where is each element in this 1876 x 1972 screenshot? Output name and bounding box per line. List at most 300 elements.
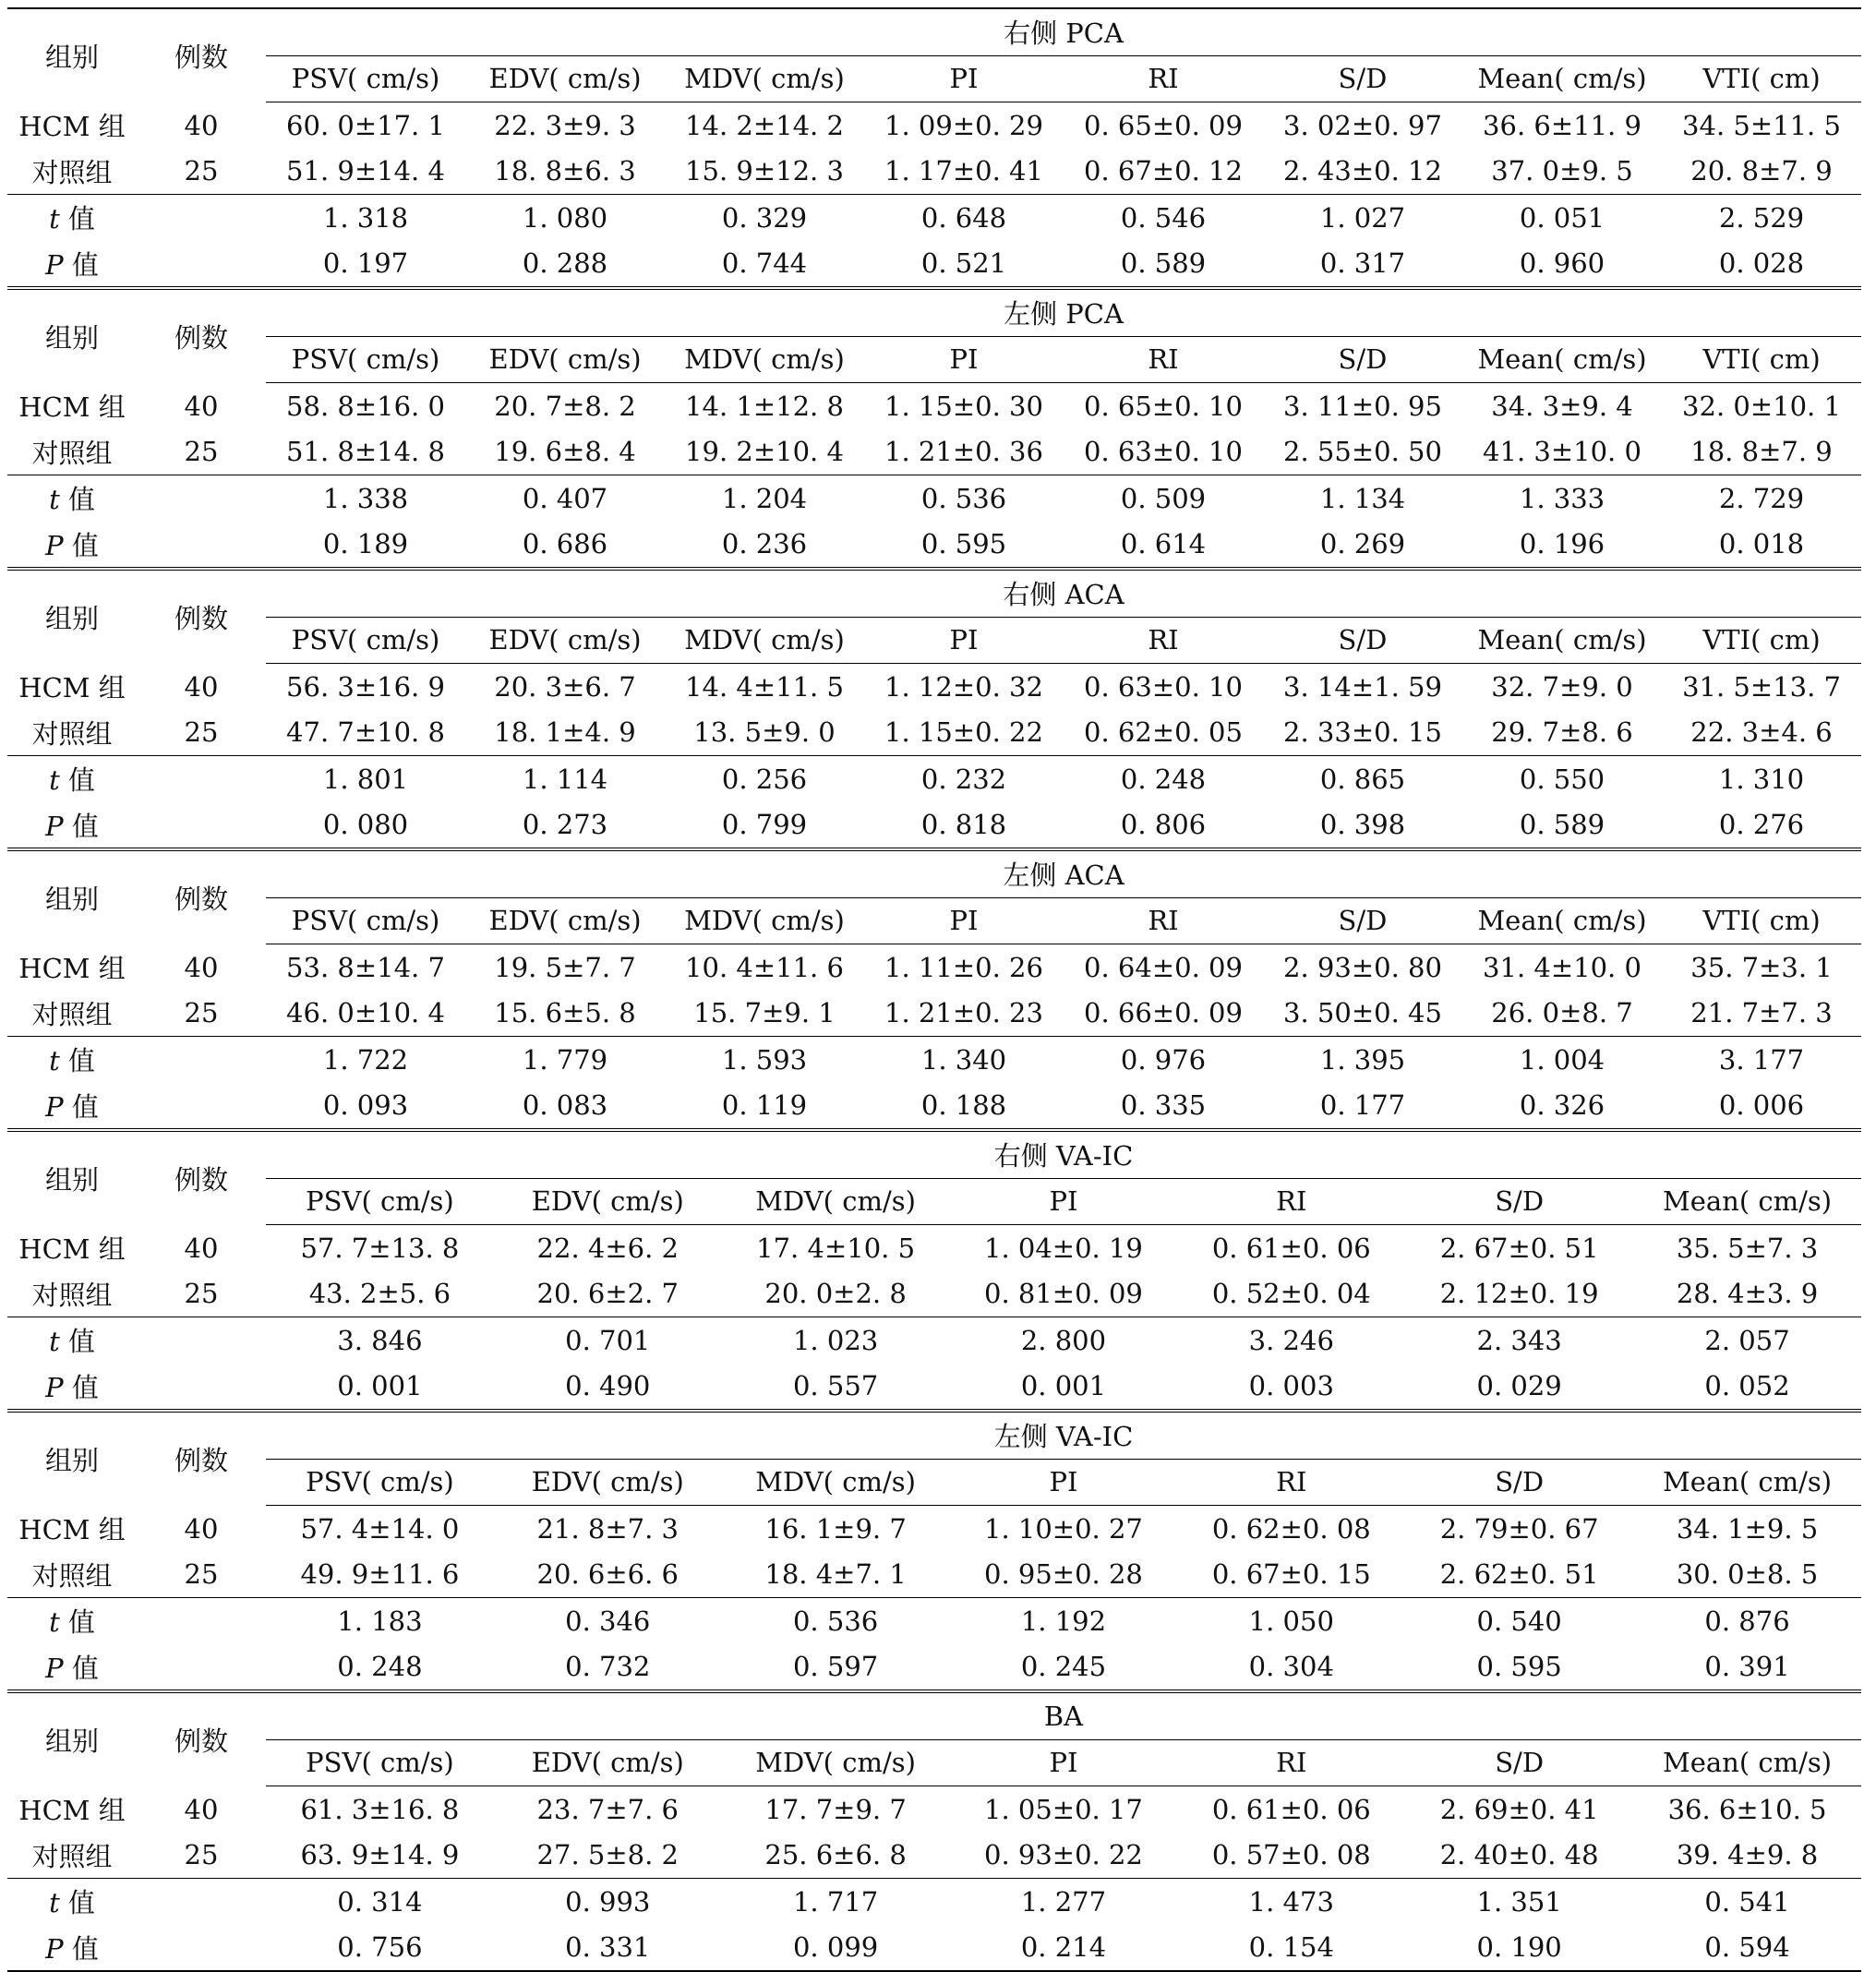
stat-empty — [137, 241, 266, 287]
stat-value: 0. 028 — [1718, 247, 1805, 280]
stat-value: 0. 865 — [1263, 756, 1462, 802]
measure-header-row — [7, 897, 1861, 944]
stat-row — [7, 1317, 1861, 1364]
region-title: 左侧 PCA — [266, 288, 1861, 336]
value-cell: 0. 62±0. 08 — [1211, 1512, 1371, 1545]
stat-value: 0. 197 — [322, 247, 409, 280]
measure-header: S/D — [1263, 55, 1462, 102]
stat-suffix: 值 — [59, 1606, 95, 1639]
value-cell: 39. 4±9. 8 — [1676, 1839, 1819, 1871]
stat-label — [7, 195, 137, 241]
value-cell: 20. 3±6. 7 — [494, 670, 636, 703]
stat-symbol: t — [49, 203, 60, 235]
stat-suffix: 值 — [59, 203, 95, 235]
data-table — [7, 1409, 1861, 1689]
stat-suffix: 值 — [63, 1371, 99, 1403]
stat-empty — [137, 1317, 266, 1364]
stat-value: 2. 729 — [1662, 475, 1861, 522]
value-cell: 16. 1±9. 7 — [764, 1512, 907, 1545]
stat-value: 0. 006 — [1718, 1089, 1805, 1122]
value-cell: 53. 8±14. 7 — [286, 951, 445, 983]
value-cell: 2. 55±0. 50 — [1283, 436, 1442, 468]
measure-header: RI — [1177, 1739, 1405, 1786]
data-table — [7, 1689, 1861, 1972]
stat-row — [7, 1598, 1861, 1644]
stat-value: 1. 318 — [266, 195, 465, 241]
sample-count: 25 — [184, 1278, 219, 1310]
value-cell: 0. 65±0. 09 — [1084, 109, 1243, 141]
stat-empty — [137, 756, 266, 802]
table-row — [7, 1833, 1861, 1879]
stat-row — [7, 1364, 1861, 1410]
value-cell: 63. 9±14. 9 — [300, 1839, 460, 1871]
value-cell: 3. 11±0. 95 — [1283, 390, 1442, 422]
table-block — [7, 567, 1861, 848]
value-cell: 18. 1±4. 9 — [494, 716, 636, 749]
value-cell: 37. 0±9. 5 — [1491, 155, 1633, 187]
value-cell: 1. 11±0. 26 — [884, 951, 1043, 983]
value-cell: 0. 52±0. 04 — [1211, 1278, 1371, 1310]
measure-header-row — [7, 336, 1861, 383]
measure-header: EDV( cm/s) — [465, 336, 665, 383]
sample-count: 25 — [184, 1558, 219, 1591]
value-cell: 3. 14±1. 59 — [1283, 670, 1442, 703]
stat-value: 1. 204 — [665, 475, 864, 522]
table-row — [7, 1506, 1861, 1552]
stat-value: 1. 333 — [1462, 475, 1662, 522]
stat-row — [7, 1037, 1861, 1083]
sample-count: 25 — [184, 436, 219, 468]
value-cell: 14. 1±12. 8 — [685, 390, 844, 422]
value-cell: 46. 0±10. 4 — [286, 997, 445, 1029]
value-cell: 25. 6±6. 8 — [764, 1839, 907, 1871]
table-row — [7, 1786, 1861, 1833]
measure-header-row — [7, 1739, 1861, 1786]
group-label: 对照组 — [31, 998, 113, 1030]
group-label: HCM 组 — [18, 953, 126, 984]
stat-symbol: P — [45, 1090, 64, 1123]
stat-label — [7, 1083, 137, 1129]
value-cell: 60. 0±17. 1 — [286, 109, 445, 141]
stat-suffix: 值 — [63, 1090, 99, 1123]
stat-row — [7, 1879, 1861, 1925]
measure-header: Mean( cm/s) — [1633, 1459, 1861, 1506]
table-row — [7, 991, 1861, 1037]
stat-value: 1. 004 — [1462, 1037, 1662, 1083]
stat-value: 1. 134 — [1263, 475, 1462, 522]
stat-empty — [137, 195, 266, 241]
sample-count: 25 — [184, 155, 219, 187]
value-cell: 0. 57±0. 08 — [1211, 1839, 1371, 1871]
region-title: 右侧 VA-IC — [266, 1130, 1861, 1178]
stat-value: 0. 407 — [465, 475, 665, 522]
value-cell: 56. 3±16. 9 — [286, 670, 445, 703]
stat-value: 1. 027 — [1263, 195, 1462, 241]
value-cell: 13. 5±9. 0 — [693, 716, 836, 749]
measure-header: MDV( cm/s) — [665, 617, 864, 664]
measure-header: Mean( cm/s) — [1462, 897, 1662, 944]
measure-header: MDV( cm/s) — [665, 336, 864, 383]
header-row — [7, 1411, 1861, 1459]
col-header-n: 例数 — [174, 883, 228, 915]
sample-count: 40 — [184, 670, 219, 703]
stat-value: 0. 326 — [1519, 1089, 1605, 1122]
value-cell: 0. 81±0. 09 — [984, 1278, 1143, 1310]
stat-suffix: 值 — [59, 764, 95, 797]
stat-value: 1. 351 — [1405, 1879, 1633, 1925]
stat-value: 0. 099 — [792, 1931, 879, 1964]
measure-header: S/D — [1405, 1178, 1633, 1225]
data-table — [7, 848, 1861, 1128]
table-row — [7, 1225, 1861, 1271]
table-row — [7, 102, 1861, 149]
stat-row — [7, 1925, 1861, 1972]
stat-suffix: 值 — [59, 1326, 95, 1358]
value-cell: 57. 7±13. 8 — [300, 1232, 460, 1264]
value-cell: 18. 8±6. 3 — [494, 155, 636, 187]
header-row — [7, 1691, 1861, 1739]
stat-value: 0. 521 — [920, 247, 1007, 280]
value-cell: 2. 62±0. 51 — [1439, 1558, 1599, 1591]
group-label: HCM 组 — [18, 111, 126, 142]
measure-header: PSV( cm/s) — [266, 1459, 494, 1506]
measure-header: EDV( cm/s) — [465, 55, 665, 102]
col-header-group: 组别 — [44, 1163, 99, 1196]
region-title: 右侧 PCA — [266, 8, 1861, 55]
value-cell: 15. 6±5. 8 — [494, 997, 636, 1029]
stat-value: 0. 029 — [1476, 1370, 1562, 1402]
stat-value: 0. 541 — [1633, 1879, 1861, 1925]
stat-value: 0. 818 — [920, 809, 1007, 841]
value-cell: 21. 8±7. 3 — [536, 1512, 679, 1545]
stat-empty — [137, 1879, 266, 1925]
stat-value: 0. 597 — [792, 1651, 879, 1683]
stat-empty — [137, 802, 266, 848]
stat-row — [7, 241, 1861, 287]
results-table — [7, 7, 1861, 1972]
stat-value: 3. 177 — [1662, 1037, 1861, 1083]
stat-value: 1. 080 — [465, 195, 665, 241]
value-cell: 2. 12±0. 19 — [1439, 1278, 1599, 1310]
stat-value: 0. 314 — [266, 1879, 494, 1925]
col-header-group: 组别 — [44, 41, 99, 73]
stat-suffix: 值 — [59, 1887, 95, 1919]
measure-header: MDV( cm/s) — [722, 1178, 950, 1225]
measure-header: PI — [950, 1739, 1178, 1786]
measure-header: EDV( cm/s) — [465, 897, 665, 944]
measure-header: MDV( cm/s) — [665, 897, 864, 944]
stat-row — [7, 195, 1861, 241]
measure-header: EDV( cm/s) — [494, 1178, 722, 1225]
stat-value: 0. 329 — [665, 195, 864, 241]
value-cell: 2. 40±0. 48 — [1439, 1839, 1599, 1871]
value-cell: 41. 3±10. 0 — [1483, 436, 1642, 468]
group-label: 对照组 — [31, 156, 113, 188]
stat-row — [7, 475, 1861, 522]
value-cell: 43. 2±5. 6 — [308, 1278, 451, 1310]
stat-value: 0. 232 — [864, 756, 1064, 802]
group-label: 对照组 — [31, 1559, 113, 1592]
measure-header: S/D — [1263, 617, 1462, 664]
data-table — [7, 7, 1861, 286]
stat-value: 0. 093 — [322, 1089, 409, 1122]
data-table — [7, 286, 1861, 567]
measure-header: EDV( cm/s) — [465, 617, 665, 664]
measure-header: PSV( cm/s) — [266, 336, 465, 383]
measure-header: EDV( cm/s) — [494, 1739, 722, 1786]
value-cell: 14. 4±11. 5 — [685, 670, 844, 703]
table-block — [7, 1689, 1861, 1972]
stat-symbol: t — [49, 1045, 60, 1077]
stat-value: 0. 509 — [1064, 475, 1263, 522]
col-header-n: 例数 — [174, 1725, 228, 1757]
value-cell: 0. 66±0. 09 — [1084, 997, 1243, 1029]
table-row — [7, 710, 1861, 756]
stat-empty — [137, 1925, 266, 1972]
value-cell: 0. 67±0. 15 — [1211, 1558, 1371, 1591]
stat-label — [7, 241, 137, 287]
stat-symbol: P — [45, 529, 64, 561]
stat-suffix: 值 — [59, 484, 95, 516]
measure-header: RI — [1064, 617, 1263, 664]
stat-value: 0. 001 — [1020, 1370, 1107, 1402]
stat-value: 0. 051 — [1462, 195, 1662, 241]
sample-count: 40 — [184, 109, 219, 141]
value-cell: 15. 7±9. 1 — [693, 997, 836, 1029]
measure-header: Mean( cm/s) — [1633, 1739, 1861, 1786]
stat-label — [7, 1037, 137, 1083]
value-cell: 26. 0±8. 7 — [1491, 997, 1633, 1029]
table-row — [7, 944, 1861, 991]
group-label: HCM 组 — [18, 672, 126, 703]
col-header-group: 组别 — [44, 1444, 99, 1476]
stat-value: 1. 183 — [266, 1598, 494, 1644]
col-header-n: 例数 — [174, 321, 228, 354]
table-row — [7, 1552, 1861, 1598]
stat-suffix: 值 — [63, 1932, 99, 1965]
value-cell: 1. 04±0. 19 — [984, 1232, 1143, 1264]
stat-label — [7, 522, 137, 568]
stat-value: 0. 256 — [665, 756, 864, 802]
stat-value: 0. 799 — [721, 809, 808, 841]
value-cell: 2. 67±0. 51 — [1439, 1232, 1599, 1264]
stat-value: 0. 248 — [1064, 756, 1263, 802]
value-cell: 19. 5±7. 7 — [494, 951, 636, 983]
group-label: 对照组 — [31, 437, 113, 469]
stat-value: 0. 686 — [522, 528, 608, 560]
measure-header-row — [7, 617, 1861, 664]
value-cell: 0. 65±0. 10 — [1084, 390, 1243, 422]
sample-count: 40 — [184, 1512, 219, 1545]
value-cell: 58. 8±16. 0 — [286, 390, 445, 422]
stat-value: 1. 395 — [1263, 1037, 1462, 1083]
value-cell: 18. 4±7. 1 — [764, 1558, 907, 1591]
stat-value: 0. 248 — [337, 1651, 423, 1683]
group-label: 对照组 — [31, 717, 113, 750]
value-cell: 28. 4±3. 9 — [1676, 1278, 1819, 1310]
value-cell: 34. 3±9. 4 — [1491, 390, 1633, 422]
value-cell: 20. 7±8. 2 — [494, 390, 636, 422]
stat-label — [7, 1598, 137, 1644]
stat-value: 0. 177 — [1319, 1089, 1406, 1122]
value-cell: 0. 64±0. 09 — [1084, 951, 1243, 983]
stat-value: 0. 236 — [721, 528, 808, 560]
stat-value: 0. 490 — [565, 1370, 651, 1402]
measure-header-row — [7, 55, 1861, 102]
sample-count: 40 — [184, 951, 219, 983]
measure-header: Mean( cm/s) — [1633, 1178, 1861, 1225]
measure-header: PSV( cm/s) — [266, 1739, 494, 1786]
measure-header: RI — [1177, 1459, 1405, 1506]
stat-value: 0. 154 — [1248, 1931, 1334, 1964]
stat-value: 2. 343 — [1405, 1317, 1633, 1364]
stat-value: 0. 756 — [337, 1931, 423, 1964]
table-block — [7, 286, 1861, 567]
measure-header: RI — [1064, 55, 1263, 102]
stat-value: 0. 536 — [722, 1598, 950, 1644]
group-label: HCM 组 — [18, 1795, 126, 1826]
stat-value: 0. 960 — [1519, 247, 1605, 280]
measure-header-row — [7, 1459, 1861, 1506]
stat-symbol: P — [45, 1652, 64, 1684]
value-cell: 51. 8±14. 8 — [286, 436, 445, 468]
stat-value: 0. 018 — [1718, 528, 1805, 560]
stat-value: 0. 398 — [1319, 809, 1406, 841]
stat-empty — [137, 1644, 266, 1690]
col-header-n: 例数 — [174, 1163, 228, 1196]
stat-row — [7, 1644, 1861, 1690]
table-row — [7, 429, 1861, 475]
value-cell: 22. 3±4. 6 — [1690, 716, 1833, 749]
stat-value: 0. 001 — [337, 1370, 423, 1402]
value-cell: 0. 61±0. 06 — [1211, 1793, 1371, 1825]
stat-label — [7, 1879, 137, 1925]
stat-symbol: t — [49, 484, 60, 516]
stat-value: 0. 648 — [864, 195, 1064, 241]
value-cell: 32. 0±10. 1 — [1682, 390, 1841, 422]
stat-value: 3. 846 — [266, 1317, 494, 1364]
measure-header: PI — [864, 55, 1064, 102]
stat-value: 2. 800 — [950, 1317, 1178, 1364]
stat-value: 0. 276 — [1718, 809, 1805, 841]
stat-value: 0. 614 — [1120, 528, 1207, 560]
stat-value: 1. 340 — [864, 1037, 1064, 1083]
stat-value: 1. 722 — [266, 1037, 465, 1083]
measure-header: RI — [1064, 336, 1263, 383]
stat-value: 0. 594 — [1704, 1931, 1790, 1964]
stat-value: 0. 536 — [864, 475, 1064, 522]
measure-header: Mean( cm/s) — [1462, 336, 1662, 383]
measure-header: S/D — [1263, 336, 1462, 383]
stat-symbol: t — [49, 1606, 60, 1639]
stat-value: 0. 304 — [1248, 1651, 1334, 1683]
value-cell: 51. 9±14. 4 — [286, 155, 445, 187]
value-cell: 22. 3±9. 3 — [494, 109, 636, 141]
value-cell: 34. 5±11. 5 — [1682, 109, 1841, 141]
measure-header: Mean( cm/s) — [1462, 55, 1662, 102]
header-row — [7, 849, 1861, 897]
stat-label — [7, 802, 137, 848]
sample-count: 25 — [184, 997, 219, 1029]
col-header-group: 组别 — [44, 1725, 99, 1757]
measure-header: S/D — [1405, 1459, 1633, 1506]
measure-header: VTI( cm) — [1662, 897, 1861, 944]
value-cell: 47. 7±10. 8 — [286, 716, 445, 749]
value-cell: 22. 4±6. 2 — [536, 1232, 679, 1264]
stat-value: 0. 976 — [1064, 1037, 1263, 1083]
stat-value: 0. 003 — [1248, 1370, 1334, 1402]
stat-value: 0. 540 — [1405, 1598, 1633, 1644]
region-title: BA — [266, 1691, 1861, 1739]
value-cell: 2. 33±0. 15 — [1283, 716, 1442, 749]
stat-symbol: P — [45, 248, 64, 281]
value-cell: 20. 6±6. 6 — [536, 1558, 679, 1591]
stat-value: 0. 391 — [1704, 1651, 1790, 1683]
value-cell: 23. 7±7. 6 — [536, 1793, 679, 1825]
value-cell: 1. 10±0. 27 — [984, 1512, 1143, 1545]
measure-header: PSV( cm/s) — [266, 55, 465, 102]
value-cell: 14. 2±14. 2 — [685, 109, 844, 141]
stat-value: 0. 744 — [721, 247, 808, 280]
stat-value: 2. 057 — [1633, 1317, 1861, 1364]
value-cell: 0. 62±0. 05 — [1084, 716, 1243, 749]
stat-symbol: P — [45, 1932, 64, 1965]
table-block — [7, 1409, 1861, 1689]
value-cell: 1. 21±0. 36 — [884, 436, 1043, 468]
stat-empty — [137, 522, 266, 568]
stat-suffix: 值 — [63, 529, 99, 561]
group-label: HCM 组 — [18, 1233, 126, 1265]
measure-header: VTI( cm) — [1662, 617, 1861, 664]
stat-symbol: t — [49, 1887, 60, 1919]
sample-count: 40 — [184, 1232, 219, 1264]
stat-value: 2. 529 — [1662, 195, 1861, 241]
group-label: HCM 组 — [18, 391, 126, 423]
stat-symbol: t — [49, 764, 60, 797]
value-cell: 0. 63±0. 10 — [1084, 436, 1243, 468]
stat-value: 0. 188 — [920, 1089, 1007, 1122]
stat-value: 0. 245 — [1020, 1651, 1107, 1683]
stat-value: 1. 192 — [950, 1598, 1178, 1644]
value-cell: 0. 95±0. 28 — [984, 1558, 1143, 1591]
stat-value: 1. 801 — [266, 756, 465, 802]
value-cell: 0. 67±0. 12 — [1084, 155, 1243, 187]
value-cell: 2. 43±0. 12 — [1283, 155, 1442, 187]
value-cell: 2. 79±0. 67 — [1439, 1512, 1599, 1545]
stat-value: 0. 589 — [1120, 247, 1207, 280]
group-label: 对照组 — [31, 1840, 113, 1872]
col-header-n: 例数 — [174, 41, 228, 73]
stat-value: 0. 288 — [522, 247, 608, 280]
header-row — [7, 1130, 1861, 1178]
stat-value: 0. 190 — [1476, 1931, 1562, 1964]
stat-value: 1. 114 — [465, 756, 665, 802]
value-cell: 19. 2±10. 4 — [685, 436, 844, 468]
stat-value: 1. 338 — [266, 475, 465, 522]
table-row — [7, 1271, 1861, 1317]
stat-empty — [137, 1598, 266, 1644]
stat-value: 0. 214 — [1020, 1931, 1107, 1964]
value-cell: 3. 02±0. 97 — [1283, 109, 1442, 141]
stat-value: 0. 196 — [1519, 528, 1605, 560]
stat-value: 0. 732 — [565, 1651, 651, 1683]
col-header-n: 例数 — [174, 1444, 228, 1476]
stat-value: 0. 317 — [1319, 247, 1406, 280]
value-cell: 1. 15±0. 22 — [884, 716, 1043, 749]
stat-row — [7, 756, 1861, 802]
stat-value: 0. 080 — [322, 809, 409, 841]
measure-header: MDV( cm/s) — [665, 55, 864, 102]
